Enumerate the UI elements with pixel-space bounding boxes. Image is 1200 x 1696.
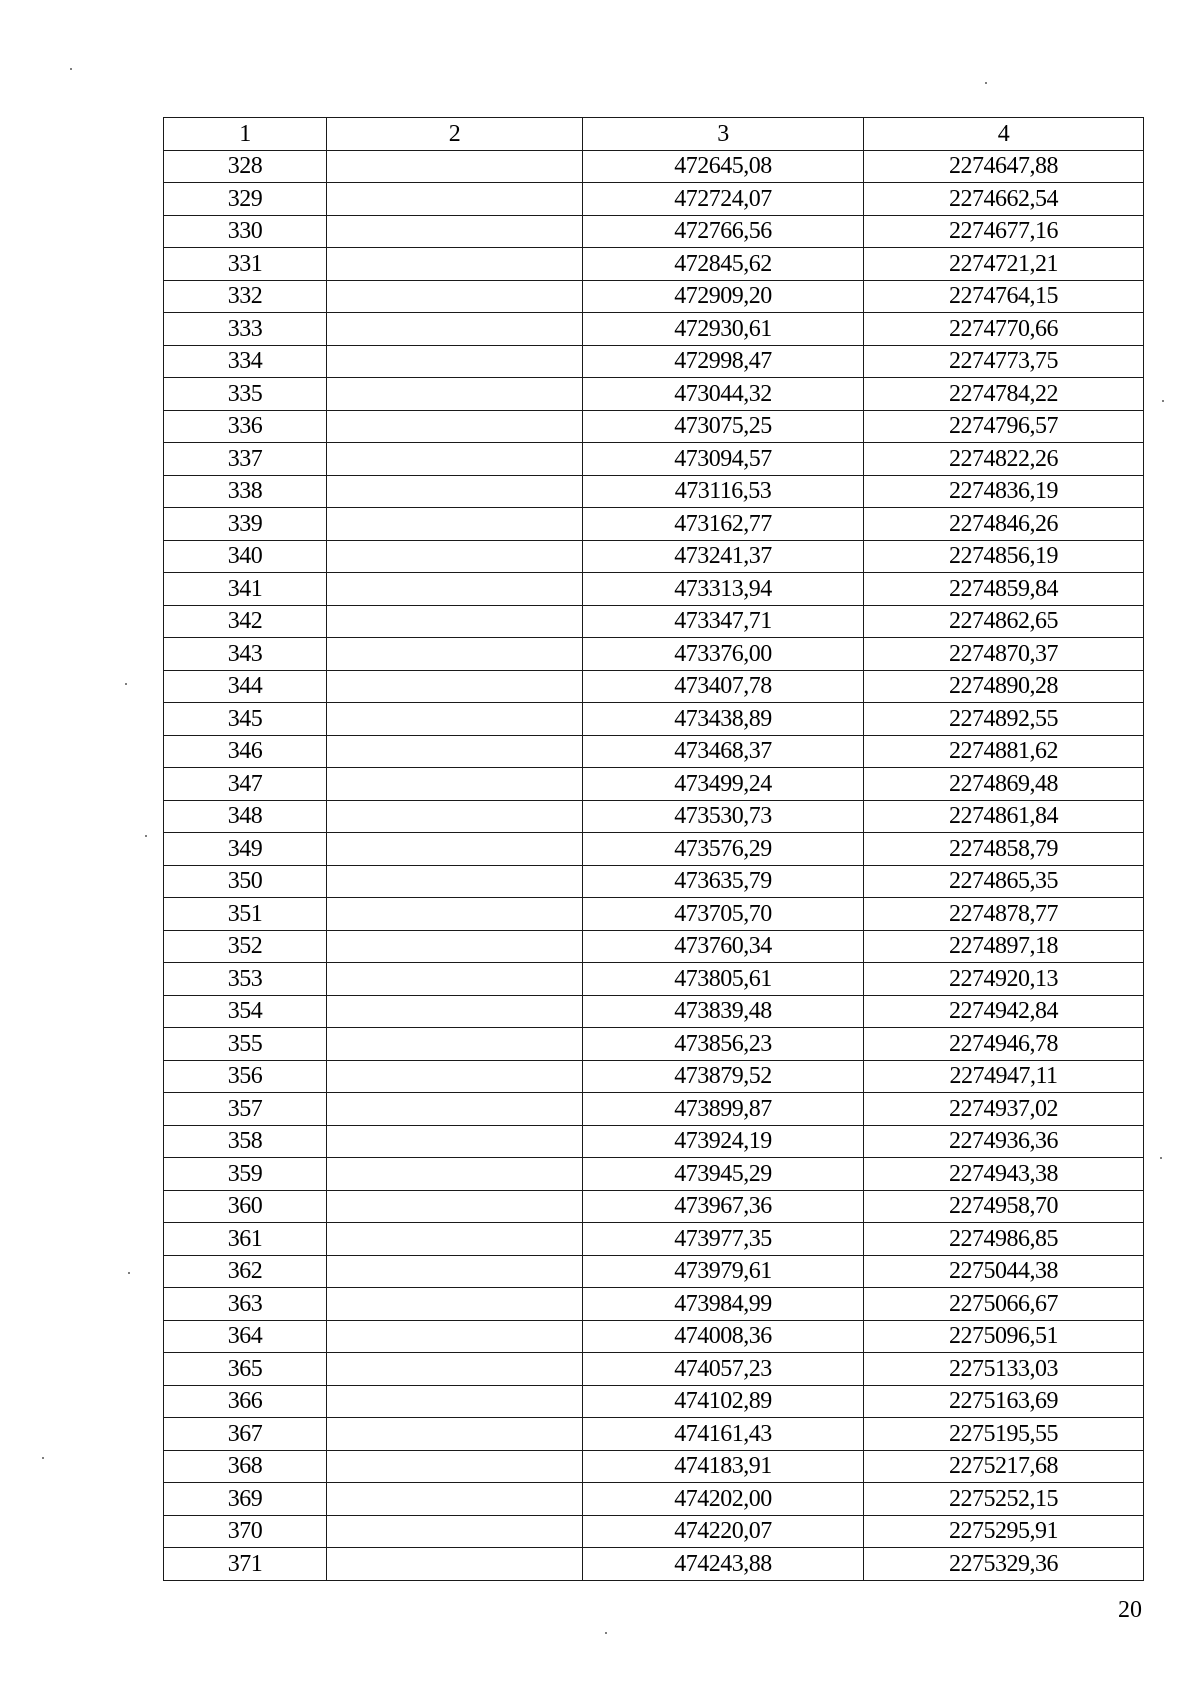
table-row [164, 215, 1144, 248]
table-row [164, 1385, 1144, 1418]
column-4-value-cell: 2274861,84 [864, 800, 1144, 833]
column-2-cell [327, 410, 583, 443]
column-3-value-cell: 473438,89 [583, 703, 864, 736]
table-row [164, 833, 1144, 866]
column-4-value-cell: 2275044,38 [864, 1255, 1144, 1288]
column-2-cell [327, 280, 583, 313]
column-3-value-cell: 473856,23 [583, 1028, 864, 1061]
table-row [164, 1353, 1144, 1386]
scan-speck [1160, 1157, 1162, 1159]
table-row [164, 280, 1144, 313]
table-header-row [164, 118, 1144, 151]
column-4-value-cell: 2275133,03 [864, 1353, 1144, 1386]
column-3-value-cell: 473075,25 [583, 410, 864, 443]
point-number-cell: 363 [164, 1288, 327, 1321]
point-number-cell: 353 [164, 963, 327, 996]
column-4-value-cell: 2274920,13 [864, 963, 1144, 996]
column-4-value-cell: 2274662,54 [864, 183, 1144, 216]
point-number-cell: 329 [164, 183, 327, 216]
table-row [164, 768, 1144, 801]
table-row [164, 963, 1144, 996]
table-row [164, 1418, 1144, 1451]
column-3-value-cell: 474220,07 [583, 1515, 864, 1548]
column-2-cell [327, 1125, 583, 1158]
point-number-cell: 337 [164, 443, 327, 476]
column-3-value-cell: 473116,53 [583, 475, 864, 508]
column-4-value-cell: 2274897,18 [864, 930, 1144, 963]
column-4-value-cell: 2274865,35 [864, 865, 1144, 898]
column-3-value-cell: 473576,29 [583, 833, 864, 866]
column-4-value-cell: 2274856,19 [864, 540, 1144, 573]
column-2-cell [327, 475, 583, 508]
point-number-cell: 347 [164, 768, 327, 801]
column-4-value-cell: 2275195,55 [864, 1418, 1144, 1451]
column-3-value-cell: 474102,89 [583, 1385, 864, 1418]
point-number-cell: 346 [164, 735, 327, 768]
table-row [164, 1255, 1144, 1288]
column-2-cell [327, 573, 583, 606]
point-number-cell: 356 [164, 1060, 327, 1093]
column-2-cell [327, 313, 583, 346]
page-number: 20 [1118, 1597, 1142, 1623]
table-row [164, 1483, 1144, 1516]
column-4-value-cell: 2274784,22 [864, 378, 1144, 411]
point-number-cell: 361 [164, 1223, 327, 1256]
point-number-cell: 343 [164, 638, 327, 671]
table-row [164, 1288, 1144, 1321]
point-number-cell: 333 [164, 313, 327, 346]
column-2-cell [327, 248, 583, 281]
column-2-cell [327, 735, 583, 768]
column-2-cell [327, 1548, 583, 1581]
column-3-value-cell: 473044,32 [583, 378, 864, 411]
column-3-value-cell: 473162,77 [583, 508, 864, 541]
table-row [164, 1060, 1144, 1093]
column-2-cell [327, 1320, 583, 1353]
column-3-value-cell: 472845,62 [583, 248, 864, 281]
column-2-cell [327, 508, 583, 541]
table-row [164, 410, 1144, 443]
table-row [164, 800, 1144, 833]
column-2-cell [327, 638, 583, 671]
column-3-value-cell: 474243,88 [583, 1548, 864, 1581]
point-number-cell: 365 [164, 1353, 327, 1386]
column-3-value-cell: 473468,37 [583, 735, 864, 768]
column-2-cell [327, 930, 583, 963]
column-3-value-cell: 474183,91 [583, 1450, 864, 1483]
table-body [164, 150, 1144, 1580]
column-3-value-cell: 473977,35 [583, 1223, 864, 1256]
column-3-value-cell: 473879,52 [583, 1060, 864, 1093]
point-number-cell: 370 [164, 1515, 327, 1548]
point-number-cell: 360 [164, 1190, 327, 1223]
column-3-value-cell: 473407,78 [583, 670, 864, 703]
column-4-value-cell: 2274878,77 [864, 898, 1144, 931]
column-4-value-cell: 2274890,28 [864, 670, 1144, 703]
column-2-cell [327, 1418, 583, 1451]
column-2-cell [327, 345, 583, 378]
column-2-cell [327, 443, 583, 476]
point-number-cell: 330 [164, 215, 327, 248]
point-number-cell: 369 [164, 1483, 327, 1516]
point-number-cell: 341 [164, 573, 327, 606]
column-3-value-cell: 473979,61 [583, 1255, 864, 1288]
column-3-value-cell: 473094,57 [583, 443, 864, 476]
column-2-cell [327, 215, 583, 248]
column-4-value-cell: 2274881,62 [864, 735, 1144, 768]
column-3-value-cell: 474202,00 [583, 1483, 864, 1516]
column-2-cell [327, 1223, 583, 1256]
column-4-value-cell: 2275066,67 [864, 1288, 1144, 1321]
scan-speck [70, 68, 72, 70]
column-2-cell [327, 1190, 583, 1223]
column-2-cell [327, 1385, 583, 1418]
table-row [164, 930, 1144, 963]
table-row [164, 1125, 1144, 1158]
column-3-value-cell: 473945,29 [583, 1158, 864, 1191]
table-row [164, 540, 1144, 573]
column-4-value-cell: 2274869,48 [864, 768, 1144, 801]
column-3-value-cell: 472998,47 [583, 345, 864, 378]
scan-speck [42, 1457, 44, 1459]
column-3-value-cell: 473705,70 [583, 898, 864, 931]
column-4-value-cell: 2275096,51 [864, 1320, 1144, 1353]
column-2-cell [327, 1353, 583, 1386]
column-4-value-cell: 2274942,84 [864, 995, 1144, 1028]
point-number-cell: 352 [164, 930, 327, 963]
column-4-value-cell: 2274846,26 [864, 508, 1144, 541]
column-4-value-cell: 2275295,91 [864, 1515, 1144, 1548]
table-row [164, 1028, 1144, 1061]
column-2-cell [327, 183, 583, 216]
table-row [164, 1190, 1144, 1223]
point-number-cell: 345 [164, 703, 327, 736]
column-4-value-cell: 2275163,69 [864, 1385, 1144, 1418]
column-2-cell [327, 605, 583, 638]
column-4-value-cell: 2274946,78 [864, 1028, 1144, 1061]
column-4-value-cell: 2274858,79 [864, 833, 1144, 866]
column-4-value-cell: 2275217,68 [864, 1450, 1144, 1483]
column-header-2: 2 [327, 118, 583, 151]
point-number-cell: 354 [164, 995, 327, 1028]
table-row [164, 183, 1144, 216]
column-3-value-cell: 474057,23 [583, 1353, 864, 1386]
column-4-value-cell: 2274770,66 [864, 313, 1144, 346]
column-2-cell [327, 1093, 583, 1126]
column-3-value-cell: 473530,73 [583, 800, 864, 833]
scan-speck [128, 1272, 130, 1274]
column-2-cell [327, 378, 583, 411]
column-3-value-cell: 473924,19 [583, 1125, 864, 1158]
point-number-cell: 364 [164, 1320, 327, 1353]
column-4-value-cell: 2274870,37 [864, 638, 1144, 671]
point-number-cell: 339 [164, 508, 327, 541]
table-row [164, 1515, 1144, 1548]
scan-speck [985, 82, 987, 84]
point-number-cell: 338 [164, 475, 327, 508]
column-2-cell [327, 865, 583, 898]
column-3-value-cell: 473347,71 [583, 605, 864, 638]
column-3-value-cell: 473760,34 [583, 930, 864, 963]
column-3-value-cell: 474008,36 [583, 1320, 864, 1353]
point-number-cell: 367 [164, 1418, 327, 1451]
table-row [164, 475, 1144, 508]
column-2-cell [327, 150, 583, 183]
point-number-cell: 368 [164, 1450, 327, 1483]
point-number-cell: 334 [164, 345, 327, 378]
table-row [164, 1158, 1144, 1191]
point-number-cell: 349 [164, 833, 327, 866]
column-4-value-cell: 2274892,55 [864, 703, 1144, 736]
column-3-value-cell: 473241,37 [583, 540, 864, 573]
column-4-value-cell: 2274764,15 [864, 280, 1144, 313]
column-2-cell [327, 898, 583, 931]
point-number-cell: 332 [164, 280, 327, 313]
column-3-value-cell: 473635,79 [583, 865, 864, 898]
column-2-cell [327, 1028, 583, 1061]
column-3-value-cell: 473899,87 [583, 1093, 864, 1126]
column-4-value-cell: 2274859,84 [864, 573, 1144, 606]
column-header-3: 3 [583, 118, 864, 151]
table-row [164, 508, 1144, 541]
column-4-value-cell: 2274862,65 [864, 605, 1144, 638]
point-number-cell: 342 [164, 605, 327, 638]
scan-speck [125, 683, 127, 685]
column-3-value-cell: 473376,00 [583, 638, 864, 671]
column-3-value-cell: 473839,48 [583, 995, 864, 1028]
point-number-cell: 358 [164, 1125, 327, 1158]
point-number-cell: 336 [164, 410, 327, 443]
point-number-cell: 328 [164, 150, 327, 183]
point-number-cell: 348 [164, 800, 327, 833]
table-row [164, 443, 1144, 476]
column-2-cell [327, 1060, 583, 1093]
column-4-value-cell: 2275252,15 [864, 1483, 1144, 1516]
column-2-cell [327, 703, 583, 736]
table-row [164, 378, 1144, 411]
point-number-cell: 357 [164, 1093, 327, 1126]
table-row [164, 995, 1144, 1028]
column-3-value-cell: 472930,61 [583, 313, 864, 346]
column-header-4: 4 [864, 118, 1144, 151]
column-2-cell [327, 1483, 583, 1516]
table-row [164, 345, 1144, 378]
table-row [164, 735, 1144, 768]
table-row [164, 1548, 1144, 1581]
column-2-cell [327, 670, 583, 703]
column-2-cell [327, 833, 583, 866]
column-2-cell [327, 1255, 583, 1288]
table-row [164, 703, 1144, 736]
column-3-value-cell: 472724,07 [583, 183, 864, 216]
column-2-cell [327, 1515, 583, 1548]
table-row [164, 638, 1144, 671]
table-row [164, 1450, 1144, 1483]
table-row [164, 898, 1144, 931]
point-number-cell: 344 [164, 670, 327, 703]
point-number-cell: 355 [164, 1028, 327, 1061]
column-4-value-cell: 2274936,36 [864, 1125, 1144, 1158]
column-3-value-cell: 473805,61 [583, 963, 864, 996]
column-3-value-cell: 474161,43 [583, 1418, 864, 1451]
column-2-cell [327, 1288, 583, 1321]
point-number-cell: 366 [164, 1385, 327, 1418]
column-3-value-cell: 473967,36 [583, 1190, 864, 1223]
table-row [164, 605, 1144, 638]
table-row [164, 865, 1144, 898]
column-4-value-cell: 2274773,75 [864, 345, 1144, 378]
column-3-value-cell: 472909,20 [583, 280, 864, 313]
column-2-cell [327, 768, 583, 801]
column-4-value-cell: 2274822,26 [864, 443, 1144, 476]
column-3-value-cell: 473984,99 [583, 1288, 864, 1321]
column-3-value-cell: 472766,56 [583, 215, 864, 248]
column-header-1: 1 [164, 118, 327, 151]
column-2-cell [327, 963, 583, 996]
column-4-value-cell: 2274986,85 [864, 1223, 1144, 1256]
column-4-value-cell: 2274958,70 [864, 1190, 1144, 1223]
column-2-cell [327, 1450, 583, 1483]
column-4-value-cell: 2275329,36 [864, 1548, 1144, 1581]
point-number-cell: 350 [164, 865, 327, 898]
column-4-value-cell: 2274943,38 [864, 1158, 1144, 1191]
table-row [164, 248, 1144, 281]
column-2-cell [327, 995, 583, 1028]
column-4-value-cell: 2274937,02 [864, 1093, 1144, 1126]
column-4-value-cell: 2274721,21 [864, 248, 1144, 281]
column-2-cell [327, 1158, 583, 1191]
point-number-cell: 359 [164, 1158, 327, 1191]
point-number-cell: 351 [164, 898, 327, 931]
column-3-value-cell: 472645,08 [583, 150, 864, 183]
point-number-cell: 331 [164, 248, 327, 281]
scan-speck [1162, 400, 1164, 402]
column-4-value-cell: 2274796,57 [864, 410, 1144, 443]
table-row [164, 313, 1144, 346]
scan-speck [605, 1632, 607, 1634]
column-2-cell [327, 540, 583, 573]
column-4-value-cell: 2274836,19 [864, 475, 1144, 508]
table-row [164, 573, 1144, 606]
column-3-value-cell: 473499,24 [583, 768, 864, 801]
table-row [164, 150, 1144, 183]
column-4-value-cell: 2274677,16 [864, 215, 1144, 248]
point-number-cell: 340 [164, 540, 327, 573]
column-4-value-cell: 2274947,11 [864, 1060, 1144, 1093]
column-2-cell [327, 800, 583, 833]
table-row [164, 670, 1144, 703]
table-row [164, 1093, 1144, 1126]
column-4-value-cell: 2274647,88 [864, 150, 1144, 183]
coordinates-table [163, 117, 1144, 1581]
scan-speck [145, 835, 147, 837]
point-number-cell: 371 [164, 1548, 327, 1581]
table-row [164, 1320, 1144, 1353]
table-row [164, 1223, 1144, 1256]
point-number-cell: 335 [164, 378, 327, 411]
column-3-value-cell: 473313,94 [583, 573, 864, 606]
point-number-cell: 362 [164, 1255, 327, 1288]
